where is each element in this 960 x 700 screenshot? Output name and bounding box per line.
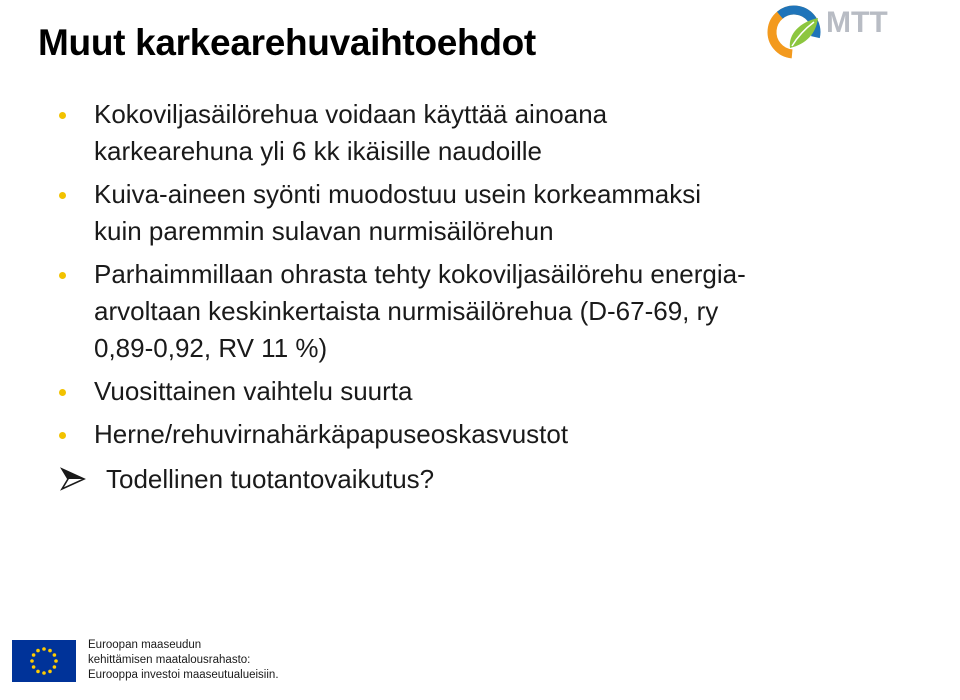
bullet-dot-icon <box>59 272 66 279</box>
bullet-list <box>56 96 916 498</box>
bullet-line: karkearehuna yli 6 kk ikäisille naudoille <box>94 136 543 166</box>
bullet-line: Parhaimmillaan ohrasta tehty kokoviljasäilörehu energia- <box>94 259 746 289</box>
eu-funding-banner <box>12 636 302 684</box>
bullet-item <box>56 256 916 367</box>
slide-title: Muut karkearehuvaihtoehdot <box>38 22 536 63</box>
eu-flag-icon <box>12 640 76 682</box>
bullet-dot-icon <box>59 389 66 396</box>
bullet-line: Kokoviljasäilörehua voidaan käyttää ainoana <box>94 99 608 129</box>
bullet-item <box>56 176 916 250</box>
logo-text: MTT <box>826 6 888 39</box>
eu-text-line: Eurooppa investoi maaseutualueisiin. <box>88 669 279 681</box>
sub-bullet-item <box>56 461 916 498</box>
bullet-dot-icon <box>59 432 66 439</box>
bullet-line: 0,89-0,92, RV 11 %) <box>94 333 328 363</box>
bullet-line: kuin paremmin sulavan nurmisäilörehun <box>94 216 554 246</box>
bullet-item <box>56 373 916 410</box>
eu-funding-text <box>88 638 279 683</box>
bullet-line: arvoltaan keskinkertaista nurmisäilörehua (D-67-69, ry <box>94 296 719 326</box>
bullet-dot-icon <box>59 192 66 199</box>
bullet-item <box>56 416 916 453</box>
bullet-item <box>56 96 916 170</box>
mtt-logo <box>760 0 940 70</box>
arrow-bullet-icon <box>60 467 86 491</box>
bullet-line: Herne/rehuvirnahärkäpapuseoskasvustot <box>94 419 569 449</box>
sub-bullet-text: Todellinen tuotantovaikutus? <box>106 464 435 494</box>
eu-text-line: Euroopan maaseudun <box>88 639 202 651</box>
bullet-line: Vuosittainen vaihtelu suurta <box>94 376 413 406</box>
bullet-dot-icon <box>59 112 66 119</box>
bullet-line: Kuiva-aineen syönti muodostuu usein korkeammaksi <box>94 179 701 209</box>
eu-text-line: kehittämisen maatalousrahasto: <box>88 654 251 666</box>
